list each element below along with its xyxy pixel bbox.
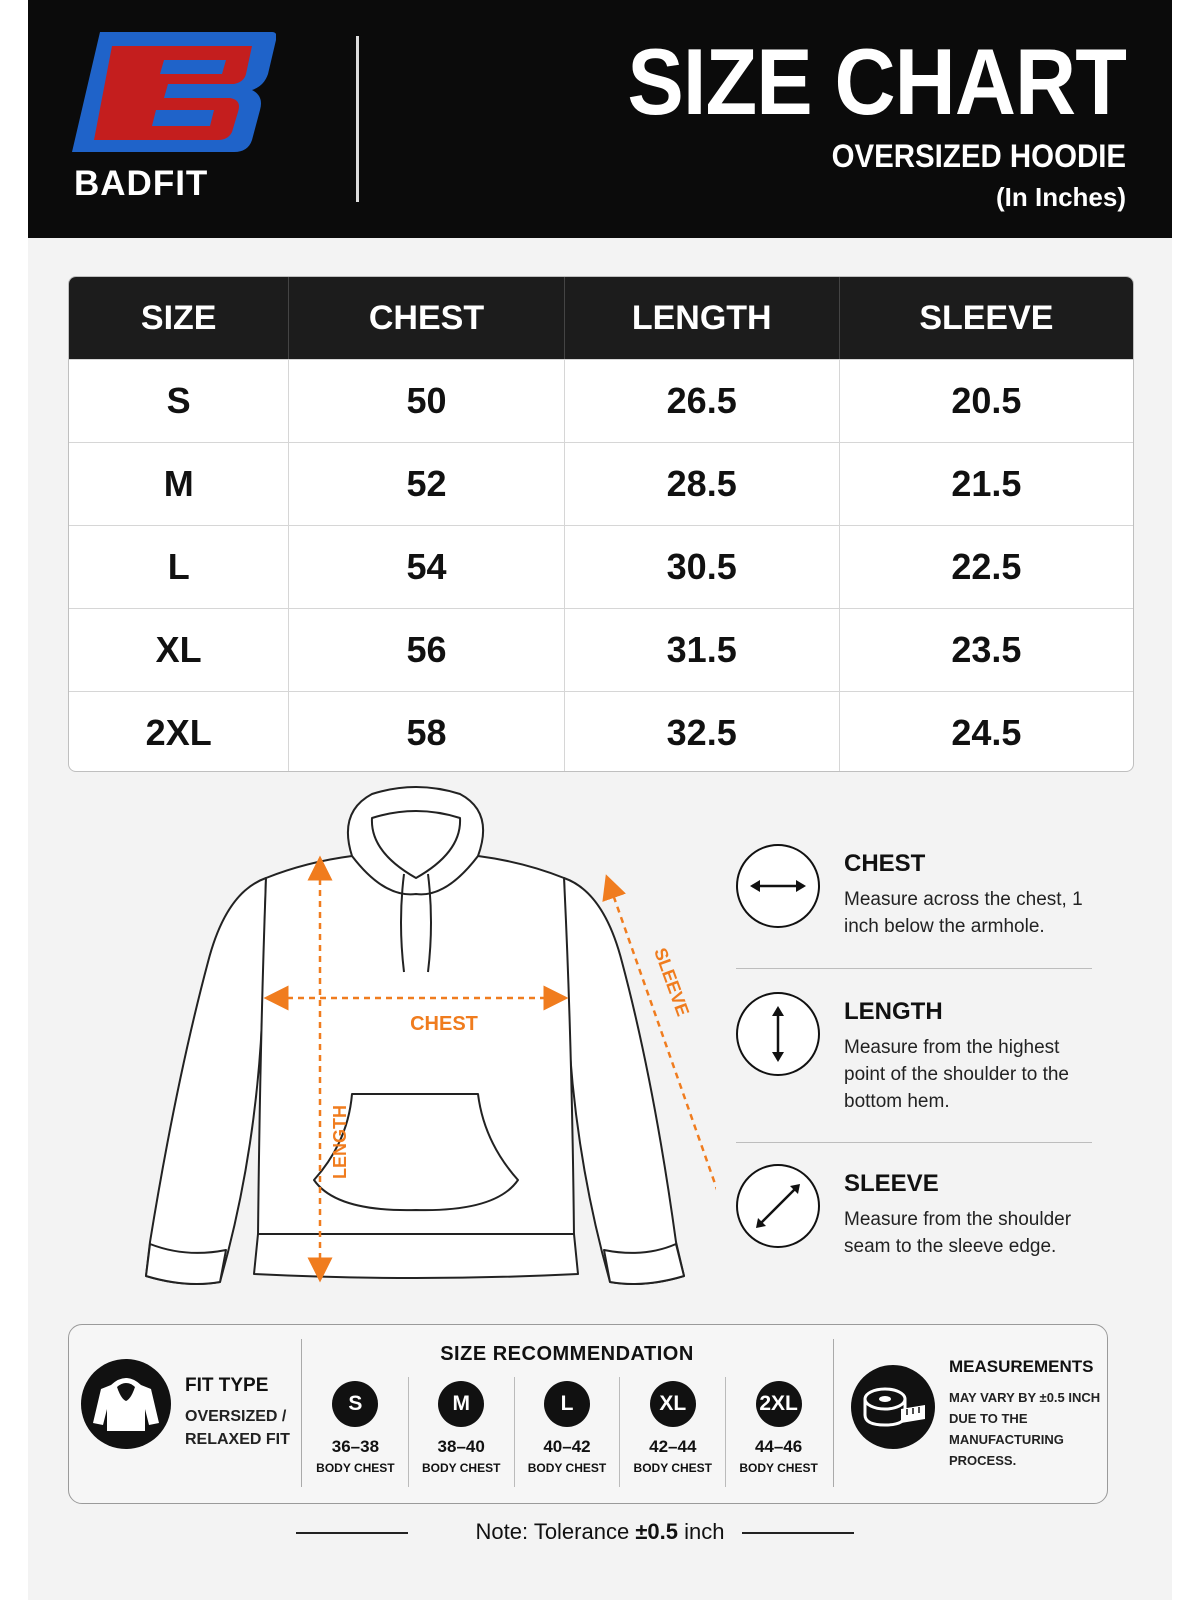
chest-measure-label: CHEST <box>410 1013 478 1035</box>
table-cell: 56 <box>289 609 564 691</box>
info-panel <box>68 1324 1108 1504</box>
table-row <box>69 442 1133 525</box>
note-suffix: inch <box>678 1519 725 1544</box>
measure-item-length <box>736 988 1096 1114</box>
table-row <box>69 608 1133 691</box>
table-cell: 2XL <box>69 692 289 772</box>
measurements-title: MEASUREMENTS <box>949 1357 1094 1376</box>
vertical-arrow-icon <box>736 992 820 1076</box>
size-badge: 2XL <box>756 1381 802 1427</box>
unit-label: (In Inches) <box>995 182 1126 212</box>
measurements-desc <box>949 1387 1109 1471</box>
measurements-line: DUE TO THE <box>949 1411 1028 1426</box>
table-cell: 54 <box>289 526 564 608</box>
chest-range-note: BODY CHEST <box>739 1461 818 1475</box>
table-cell: 52 <box>289 443 564 525</box>
brand-logo <box>72 28 282 208</box>
measure-desc: Measure across the chest, 1 inch below the armhole. <box>844 889 1083 937</box>
chest-range: 44–46 <box>754 1437 803 1456</box>
table-cell: M <box>69 443 289 525</box>
chest-range: 36–38 <box>331 1437 380 1456</box>
fit-type-desc <box>185 1405 290 1451</box>
divider <box>736 968 1092 969</box>
measurements-line: MAY VARY BY ±0.5 INCH <box>949 1390 1101 1405</box>
size-badge: XL <box>650 1381 696 1427</box>
horizontal-arrow-icon <box>736 844 820 928</box>
recommendation-item <box>726 1377 831 1487</box>
note-prefix: Note: Tolerance <box>475 1519 636 1544</box>
size-badge: L <box>544 1381 590 1427</box>
table-header-chest: CHEST <box>289 277 564 359</box>
table-cell: 22.5 <box>951 546 1022 587</box>
table-header-size: SIZE <box>69 277 289 359</box>
table-header-sleeve: SLEEVE <box>919 298 1054 337</box>
measure-title: LENGTH <box>844 998 943 1025</box>
brand-name: BADFIT <box>74 164 209 203</box>
table-row <box>69 359 1133 442</box>
measure-item-sleeve <box>736 1160 1096 1286</box>
chest-range-note: BODY CHEST <box>421 1461 501 1475</box>
page-title: SIZE CHART <box>627 29 1126 134</box>
fit-type-line: RELAXED FIT <box>185 1431 290 1448</box>
table-cell: S <box>69 360 289 442</box>
size-chart-page <box>28 0 1172 1600</box>
table-header-length: LENGTH <box>565 277 840 359</box>
measurements-line: PROCESS. <box>949 1453 1017 1468</box>
size-recommendation-list <box>303 1377 831 1487</box>
chest-range-note: BODY CHEST <box>316 1461 395 1475</box>
chest-range: 42–44 <box>649 1437 697 1456</box>
note-value: ±0.5 <box>635 1519 678 1544</box>
chest-range-note: BODY CHEST <box>633 1461 713 1475</box>
table-cell: 20.5 <box>951 380 1022 421</box>
measure-title: CHEST <box>844 850 926 877</box>
fit-type-title: FIT TYPE <box>185 1375 269 1396</box>
header <box>28 0 1172 238</box>
diagonal-arrow-icon <box>736 1164 820 1248</box>
table-cell: 28.5 <box>565 443 840 525</box>
hoodie-diagram <box>116 782 716 1302</box>
table-cell: 24.5 <box>951 712 1022 753</box>
tolerance-note <box>28 1519 1172 1545</box>
recommendation-item <box>303 1377 409 1487</box>
size-table <box>68 276 1134 772</box>
measurements-line: MANUFACTURING <box>949 1432 1064 1447</box>
fit-type-line: OVERSIZED / <box>185 1408 287 1425</box>
table-cell: 31.5 <box>565 609 840 691</box>
chest-range: 38–40 <box>437 1437 485 1456</box>
measurement-guide <box>736 840 1096 1286</box>
recommendation-item <box>515 1377 621 1487</box>
length-measure-label: LENGTH <box>330 1105 350 1179</box>
table-row <box>69 525 1133 608</box>
chest-range: 40–42 <box>543 1437 591 1456</box>
table-row <box>69 691 1133 772</box>
table-cell: 58 <box>289 692 564 772</box>
page-subtitle: OVERSIZED HOODIE <box>831 138 1126 174</box>
table-cell: XL <box>69 609 289 691</box>
recommendation-item <box>409 1377 515 1487</box>
panel-divider <box>833 1339 834 1487</box>
hoodie-icon <box>81 1359 171 1449</box>
size-recommendation-title: SIZE RECOMMENDATION <box>440 1343 694 1365</box>
table-cell: L <box>69 526 289 608</box>
chest-range-note: BODY CHEST <box>527 1461 607 1475</box>
measuring-tape-icon <box>851 1365 935 1449</box>
sleeve-measure-label: SLEEVE <box>650 945 694 1019</box>
table-cell: 23.5 <box>951 629 1022 670</box>
panel-divider <box>301 1339 302 1487</box>
table-cell: 26.5 <box>565 360 840 442</box>
recommendation-item <box>620 1377 726 1487</box>
size-badge: S <box>332 1381 378 1427</box>
logo-b-icon <box>72 28 276 156</box>
header-divider <box>356 36 359 202</box>
table-cell: 32.5 <box>565 692 840 772</box>
table-cell: 30.5 <box>565 526 840 608</box>
size-badge: M <box>438 1381 484 1427</box>
table-header <box>69 277 1133 359</box>
divider <box>736 1142 1092 1143</box>
measure-desc: Measure from the shoulder seam to the sleeve edge. <box>844 1209 1072 1257</box>
table-cell: 50 <box>289 360 564 442</box>
table-cell: 21.5 <box>951 463 1022 504</box>
measure-desc: Measure from the highest point of the shoulder to the bottom hem. <box>844 1037 1069 1112</box>
measure-item-chest <box>736 840 1096 966</box>
measure-title: SLEEVE <box>844 1170 939 1197</box>
